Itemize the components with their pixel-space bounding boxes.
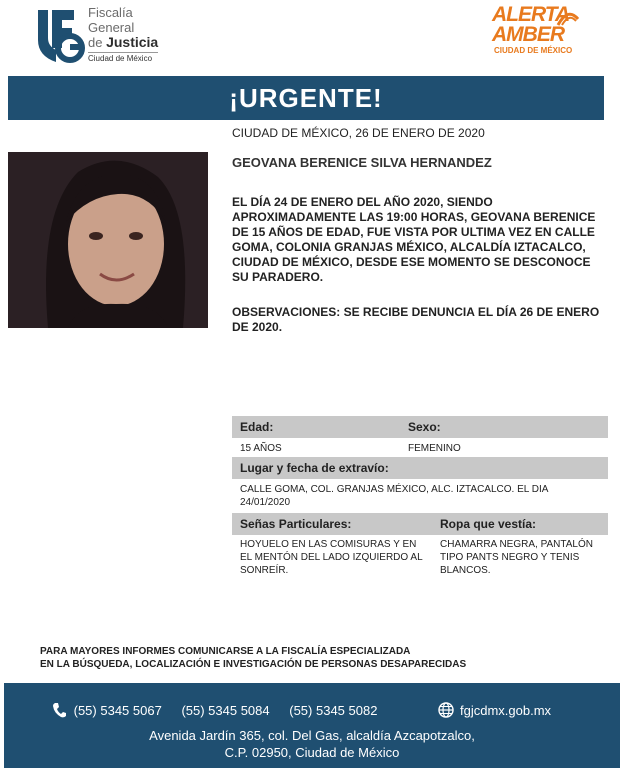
- photo-illustration: [8, 152, 208, 328]
- observations: OBSERVACIONES: SE RECIBE DENUNCIA EL DÍA 26 DE ENERO DE 2020.: [232, 305, 600, 334]
- phone-number-2[interactable]: (55) 5345 5084: [181, 703, 270, 718]
- fgj-line3-pre: de: [88, 35, 107, 50]
- phone-number-3[interactable]: (55) 5345 5082: [289, 703, 378, 718]
- website-url[interactable]: fgjcdmx.gob.mx: [460, 703, 552, 718]
- contact-note-line2: EN LA BÚSQUEDA, LOCALIZACIÓN E INVESTIGACIÓN DE PERSONAS DESAPARECIDAS: [40, 659, 467, 670]
- amber-sun-icon: [556, 9, 580, 27]
- fgj-line1: Fiscalía: [88, 5, 133, 20]
- fgj-line3-bold: Justicia: [106, 34, 159, 50]
- amber-line3: CIUDAD DE MÉXICO: [494, 46, 573, 55]
- fgj-wordmark: [88, 5, 158, 64]
- amber-line2: AMBER: [492, 23, 564, 46]
- edad-sexo-header-row: [232, 416, 608, 438]
- phone-number-1[interactable]: (55) 5345 5067: [73, 703, 162, 718]
- footer: [4, 683, 620, 768]
- missing-person-photo: [8, 152, 208, 328]
- amber-line1: ALERTA: [492, 3, 570, 26]
- phone-icon: [52, 702, 66, 718]
- sexo-label: Sexo:: [408, 420, 441, 434]
- phone-list: [52, 702, 393, 718]
- address: [4, 727, 620, 761]
- header: [0, 0, 624, 76]
- sexo-value: FEMENINO: [408, 443, 461, 454]
- ropa-value: CHAMARRA NEGRA, PANTALÓN TIPO PANTS NEGRO Y TENIS BLANCOS.: [440, 539, 593, 576]
- alerta-amber-logo: [490, 5, 590, 61]
- fgj-logo: [34, 6, 88, 64]
- fgj-line2: General: [88, 20, 135, 35]
- address-line2: C.P. 02950, Ciudad de México: [224, 745, 400, 760]
- senas-value: HOYUELO EN LAS COMISURAS Y EN EL MENTÓN DEL LADO IZQUIERDO AL SONREÍR.: [240, 539, 423, 576]
- fgj-line4: Ciudad de México: [88, 52, 158, 64]
- date-line: CIUDAD DE MÉXICO, 26 DE ENERO DE 2020: [232, 126, 485, 140]
- person-name: GEOVANA BERENICE SILVA HERNANDEZ: [232, 155, 492, 170]
- contact-note-line1: PARA MAYORES INFORMES COMUNICARSE A LA FISCALÍA ESPECIALIZADA: [40, 646, 411, 657]
- urgent-banner: ¡URGENTE!: [8, 76, 604, 120]
- senas-label: Señas Particulares:: [240, 517, 352, 531]
- senas-ropa-header-row: [232, 513, 608, 535]
- lugar-value: CALLE GOMA, COL. GRANJAS MÉXICO, ALC. IZTACALCO. EL DIA 24/01/2020: [240, 484, 548, 508]
- contact-note: [40, 645, 466, 671]
- globe-icon: [438, 702, 454, 718]
- description: EL DÍA 24 DE ENERO DEL AÑO 2020, SIENDO APROXIMADAMENTE LAS 19:00 HORAS, GEOVANA BERENICE DE 15 AÑOS DE EDAD, FUE VISTA POR ULTIMA VEZ EN CALLE GOMA, COLONIA GRANJAS MÉXICO, ALCALDÍA IZTACALCO, CIUDAD DE MÉXICO, DESDE ESE MOMENTO SE DESCONOCE SU PARADERO.: [232, 195, 596, 284]
- website[interactable]: [438, 702, 551, 718]
- edad-label: Edad:: [240, 420, 274, 434]
- address-line1: Avenida Jardín 365, col. Del Gas, alcaldía Azcapotzalco,: [149, 728, 475, 743]
- edad-value: 15 AÑOS: [240, 443, 282, 454]
- ropa-label: Ropa que vestía:: [440, 517, 537, 531]
- lugar-label: Lugar y fecha de extravío:: [240, 461, 389, 475]
- lugar-header-row: [232, 457, 608, 479]
